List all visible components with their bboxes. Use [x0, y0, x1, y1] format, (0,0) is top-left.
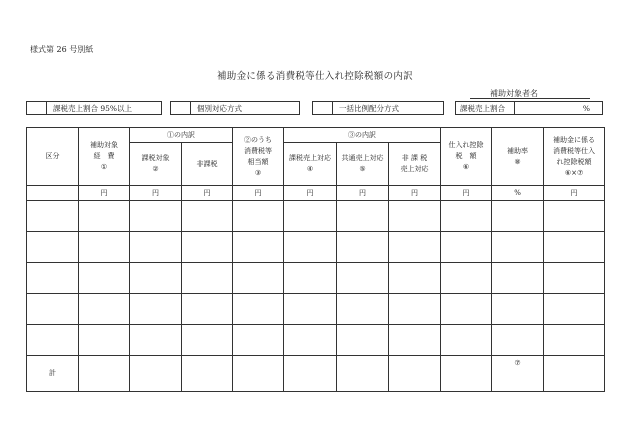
checkbox-proportional-method[interactable]	[312, 101, 444, 115]
table-cell[interactable]	[389, 325, 441, 356]
table-cell[interactable]	[182, 356, 233, 392]
table-cell[interactable]	[79, 201, 130, 232]
table-cell[interactable]	[233, 232, 284, 263]
table-row	[27, 232, 605, 263]
unit-cell[interactable]: %	[492, 186, 544, 201]
table-cell[interactable]	[544, 325, 605, 356]
table-cell[interactable]	[182, 325, 233, 356]
unit-row	[27, 186, 605, 201]
checkbox-taxable-sales-95[interactable]	[26, 101, 162, 115]
table-cell[interactable]	[441, 232, 492, 263]
table-cell[interactable]	[492, 232, 544, 263]
table-cell[interactable]	[182, 232, 233, 263]
total-rate-cell[interactable]: ⑦	[492, 356, 544, 392]
table-cell[interactable]	[284, 201, 337, 232]
table-cell[interactable]	[130, 232, 182, 263]
taxable-sales-ratio-field[interactable]	[455, 101, 603, 115]
checkbox-label: 一括比例配分方式	[339, 104, 399, 113]
table-cell[interactable]	[27, 232, 79, 263]
table-cell[interactable]	[27, 263, 79, 294]
header-row-1	[27, 128, 605, 143]
header-group-breakdown-1: ①の内訳	[130, 128, 233, 143]
table-cell[interactable]	[284, 325, 337, 356]
table-cell[interactable]	[337, 232, 389, 263]
table-row	[27, 201, 605, 232]
table-cell[interactable]	[544, 263, 605, 294]
table-cell[interactable]	[389, 294, 441, 325]
subject-name-line	[470, 98, 590, 99]
breakdown-table	[26, 127, 605, 392]
table-cell[interactable]	[182, 201, 233, 232]
table-cell[interactable]	[284, 263, 337, 294]
table-cell[interactable]	[233, 356, 284, 392]
ratio-unit: %	[582, 104, 590, 113]
subject-name-label: 補助対象者名	[490, 89, 538, 98]
checkbox-square[interactable]	[313, 102, 333, 114]
unit-cell[interactable]: 円	[389, 186, 441, 201]
table-cell[interactable]	[337, 201, 389, 232]
header-taxable-sales: 課税売上対応 ④	[284, 143, 337, 186]
table-cell[interactable]	[544, 294, 605, 325]
header-common-sales: 共通売上対応 ⑤	[337, 143, 389, 186]
header-group-breakdown-3: ③の内訳	[284, 128, 441, 143]
checkbox-label: 課税売上割合 95%以上	[53, 104, 133, 113]
total-row	[27, 356, 605, 392]
table-cell[interactable]	[337, 263, 389, 294]
total-label: 計	[27, 356, 79, 392]
unit-cell[interactable]: 円	[544, 186, 605, 201]
header-nontaxable: 非課税	[182, 143, 233, 186]
header-nontaxable-sales: 非 課 税 売上対応	[389, 143, 441, 186]
table-cell[interactable]	[27, 186, 79, 201]
table-cell[interactable]	[130, 263, 182, 294]
table-row	[27, 294, 605, 325]
table-cell[interactable]	[79, 232, 130, 263]
unit-cell[interactable]: 円	[284, 186, 337, 201]
table-cell[interactable]	[492, 201, 544, 232]
table-cell[interactable]	[337, 356, 389, 392]
header-kubun: 区分	[27, 128, 79, 186]
table-cell[interactable]	[284, 294, 337, 325]
header-taxable: 課税対象 ②	[130, 143, 182, 186]
table-cell[interactable]	[79, 294, 130, 325]
table-cell[interactable]	[233, 263, 284, 294]
table-cell[interactable]	[337, 294, 389, 325]
table-cell[interactable]	[441, 356, 492, 392]
table-cell[interactable]	[27, 294, 79, 325]
table-row	[27, 325, 605, 356]
table-cell[interactable]	[441, 201, 492, 232]
table-cell[interactable]	[544, 232, 605, 263]
header-subsidy-rate: 補助率 ⑧	[492, 128, 544, 186]
ratio-divider	[514, 102, 515, 114]
table-cell[interactable]	[492, 263, 544, 294]
unit-cell[interactable]: 円	[182, 186, 233, 201]
table-cell[interactable]	[492, 294, 544, 325]
table-cell[interactable]	[182, 294, 233, 325]
table-cell[interactable]	[544, 201, 605, 232]
checkbox-square[interactable]	[171, 102, 191, 114]
table-cell[interactable]	[130, 325, 182, 356]
unit-cell[interactable]: 円	[79, 186, 130, 201]
table-cell[interactable]	[441, 294, 492, 325]
checkbox-label: 個別対応方式	[197, 104, 242, 113]
table-cell[interactable]	[441, 263, 492, 294]
table-cell[interactable]	[284, 232, 337, 263]
table-row	[27, 263, 605, 294]
table-cell[interactable]	[130, 356, 182, 392]
table-cell[interactable]	[233, 201, 284, 232]
unit-cell[interactable]: 円	[233, 186, 284, 201]
unit-cell[interactable]: 円	[130, 186, 182, 201]
header-input-deduction: 仕入れ控除 税 額 ⑥	[441, 128, 492, 186]
table-cell[interactable]	[27, 325, 79, 356]
header-subsidy-tax-deduction: 補助金に係る 消費税等仕入 れ控除税額 ⑥×⑦	[544, 128, 605, 186]
table-cell[interactable]	[389, 232, 441, 263]
table-cell[interactable]	[337, 325, 389, 356]
table-cell[interactable]	[233, 294, 284, 325]
table-cell[interactable]	[389, 356, 441, 392]
table-cell[interactable]	[79, 356, 130, 392]
form-number: 様式第 26 号別紙	[30, 45, 94, 54]
table-cell[interactable]	[284, 356, 337, 392]
table-cell[interactable]	[79, 325, 130, 356]
table-cell[interactable]	[544, 356, 605, 392]
table-cell[interactable]	[182, 263, 233, 294]
table-cell[interactable]	[441, 325, 492, 356]
table-cell[interactable]	[79, 263, 130, 294]
checkbox-square[interactable]	[27, 102, 47, 114]
table-cell[interactable]	[389, 263, 441, 294]
table-cell[interactable]	[130, 294, 182, 325]
table-cell[interactable]	[492, 325, 544, 356]
table-cell[interactable]	[27, 201, 79, 232]
table-cell[interactable]	[389, 201, 441, 232]
table-cell[interactable]	[130, 201, 182, 232]
checkbox-individual-method[interactable]	[170, 101, 300, 115]
unit-cell[interactable]: 円	[337, 186, 389, 201]
table-cell[interactable]	[233, 325, 284, 356]
header-consumption-tax-equiv: ②のうち 消費税等 相当額 ③	[233, 128, 284, 186]
unit-cell[interactable]: 円	[441, 186, 492, 201]
ratio-label: 課税売上割合	[460, 104, 505, 113]
document-title: 補助金に係る消費税等仕入れ控除税額の内訳	[216, 71, 413, 82]
header-subsidy-expense: 補助対象 経 費 ①	[79, 128, 130, 186]
